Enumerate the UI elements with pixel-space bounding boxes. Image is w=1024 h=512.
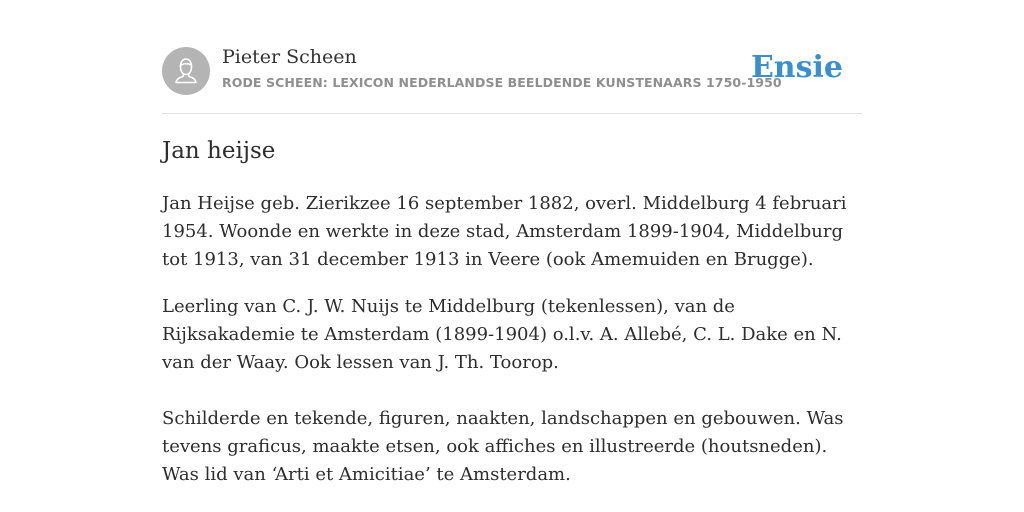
article-paragraph-2: Leerling van C. J. W. Nuijs te Middelburg (tekenlessen), van de Rijksakademie te Amsterdam (1899-1904) o.l.v. A. Allebé, C. L. Dake en N. van der Waay. Ook lessen van J. Th. Toorop. [162, 296, 842, 373]
header [162, 46, 862, 96]
source-title[interactable]: RODE SCHEEN: LEXICON NEDERLANDSE BEELDENDE KUNSTENAARS 1750-1950 [222, 75, 782, 90]
article-paragraph-1: Jan Heijse geb. Zierikzee 16 september 1882, overl. Middelburg 4 februari 1954. Woonde en werkte in deze stad, Amsterdam 1899-1904, Middelburg tot 1913, van 31 december 1913 in Veere (ook Amemuiden en Brugge). [162, 193, 847, 270]
article-paragraph-3: Schilderde en tekende, figuren, naakten, landschappen en gebouwen. Was tevens graficus, maakte etsen, ook affiches en illustreerde (houtsneden). Was lid van ‘Arti et Amicitiae’ te Amsterdam. [162, 408, 844, 485]
author-name[interactable]: Pieter Scheen [222, 46, 357, 68]
user-silhouette-icon [162, 47, 210, 95]
author-avatar[interactable] [162, 47, 210, 95]
article-title: Jan heijse [162, 138, 276, 164]
ensie-logo[interactable]: Ensie [750, 50, 843, 85]
header-divider [162, 113, 862, 114]
